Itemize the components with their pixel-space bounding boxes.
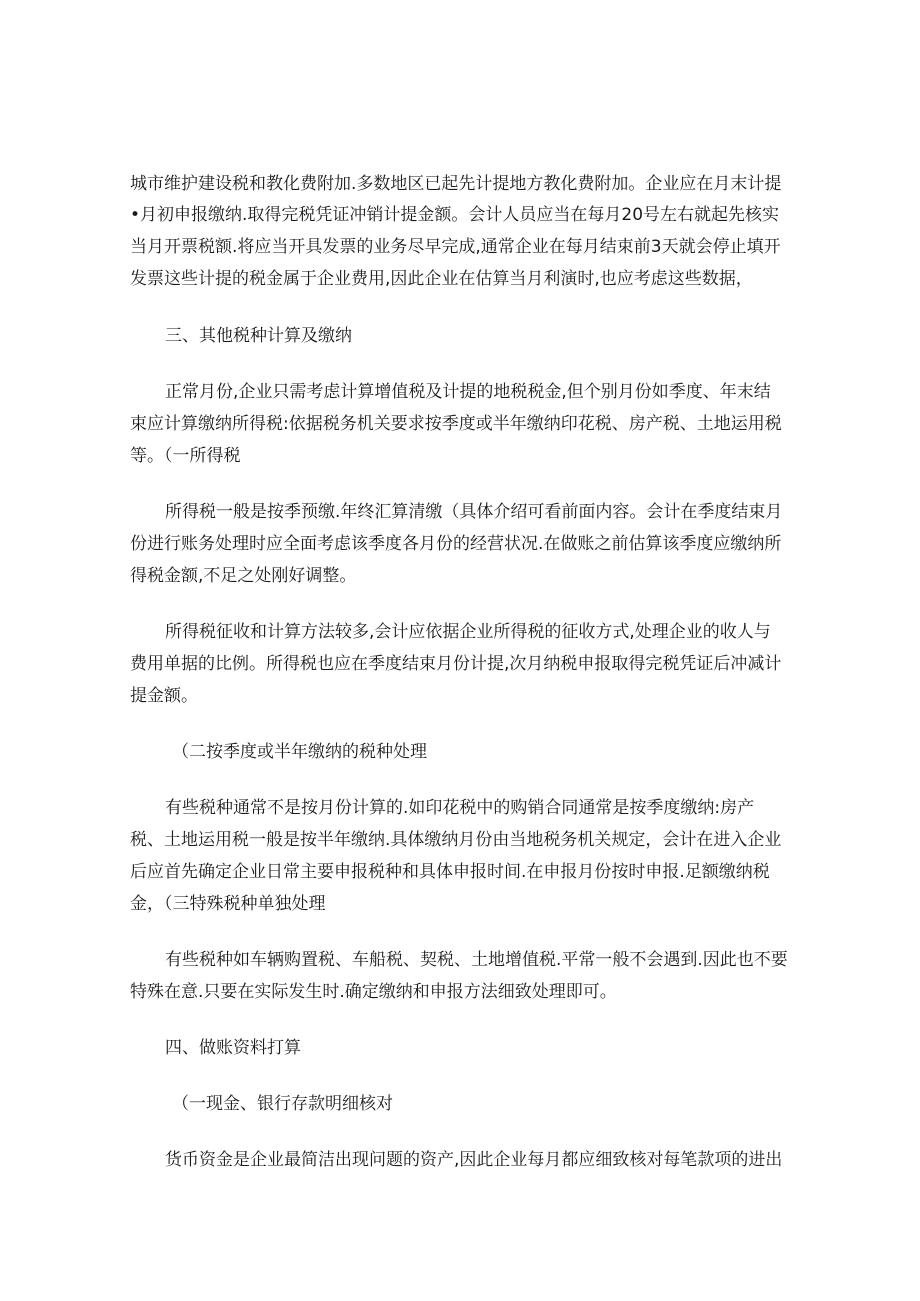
paragraph-line: 后应首先确定企业日常主要申报税种和具体申报时间.在申报月份按时申报.足额缴纳税 xyxy=(130,862,770,882)
paragraph-line: 等。（一所得税 xyxy=(130,446,241,466)
paragraph-line: •月初申报缴纳.取得完税凭证冲销计提金额。会计人员应当在每月20号左右就起先核实 xyxy=(130,205,780,225)
section-heading: 三、其他税种计算及缴纳 xyxy=(165,326,352,346)
paragraph-line: 有些税种通常不是按月份计算的.如印花税中的购销合同通常是按季度缴纳:房产 xyxy=(165,798,755,818)
paragraph-line: 税、土地运用税一般是按半年缴纳.具体缴纳月份由当地税务机关规定，会计在进入企业 xyxy=(130,830,782,850)
paragraph-line: 正常月份,企业只需考虑计算增值税及计提的地税税金,但个别月份如季度、年末结 xyxy=(165,382,771,402)
paragraph-line: 当月开票税额.将应当开具发票的业务尽早完成,通常企业在每月结束前3天就会停止填开 xyxy=(130,237,781,257)
paragraph-line: 份进行账务处理时应全面考虑该季度各月份的经营状况.在做账之前估算该季度应缴纳所 xyxy=(130,534,782,554)
paragraph-line: 货币资金是企业最简洁出现问题的资产,因此企业每月都应细致核对每笔款项的进出 xyxy=(165,1150,783,1170)
paragraph-line: 得税金额,不足之处刚好调整。 xyxy=(130,566,357,586)
paragraph-line: 特殊在意.只要在实际发生时.确定缴纳和申报方法细致处理即可。 xyxy=(130,982,617,1002)
paragraph-line: 费用单据的比例。所得税也应在季度结束月份计提,次月纳税申报取得完税凭证后冲减计 xyxy=(130,654,782,674)
paragraph-line: 提金额。 xyxy=(130,686,198,706)
section-heading: 四、做账资料打算 xyxy=(165,1038,301,1058)
subsection-heading: （二按季度或半年缴纳的税种处理 xyxy=(172,742,427,762)
paragraph-line: 所得税征收和计算方法较多,会计应依据企业所得税的征收方式,处理企业的收人与 xyxy=(165,622,771,642)
paragraph-line: 发票这些计提的税金属于企业费用,因此企业在估算当月利演时,也应考虑这些数据， xyxy=(130,269,753,289)
paragraph-line: 金，（三特殊税种单独处理 xyxy=(130,894,326,914)
subsection-heading: （一现金、银行存款明细核对 xyxy=(172,1094,393,1114)
paragraph-line: 有些税种如车辆购置税、车船税、契税、土地增值税.平常一般不会遇到.因此也不要 xyxy=(165,950,788,970)
paragraph-line: 束应计算缴纳所得税:依据税务机关要求按季度或半年缴纳印花税、房产税、土地运用税 xyxy=(130,414,782,434)
paragraph-line: 城市维护建设税和教化费附加.多数地区已起先计提地方教化费附加。企业应在月末计提 xyxy=(130,174,782,194)
paragraph-line: 所得税一般是按季预缴.年终汇算清缴（具体介绍可看前面内容。会计在季度结束月 xyxy=(165,502,783,522)
